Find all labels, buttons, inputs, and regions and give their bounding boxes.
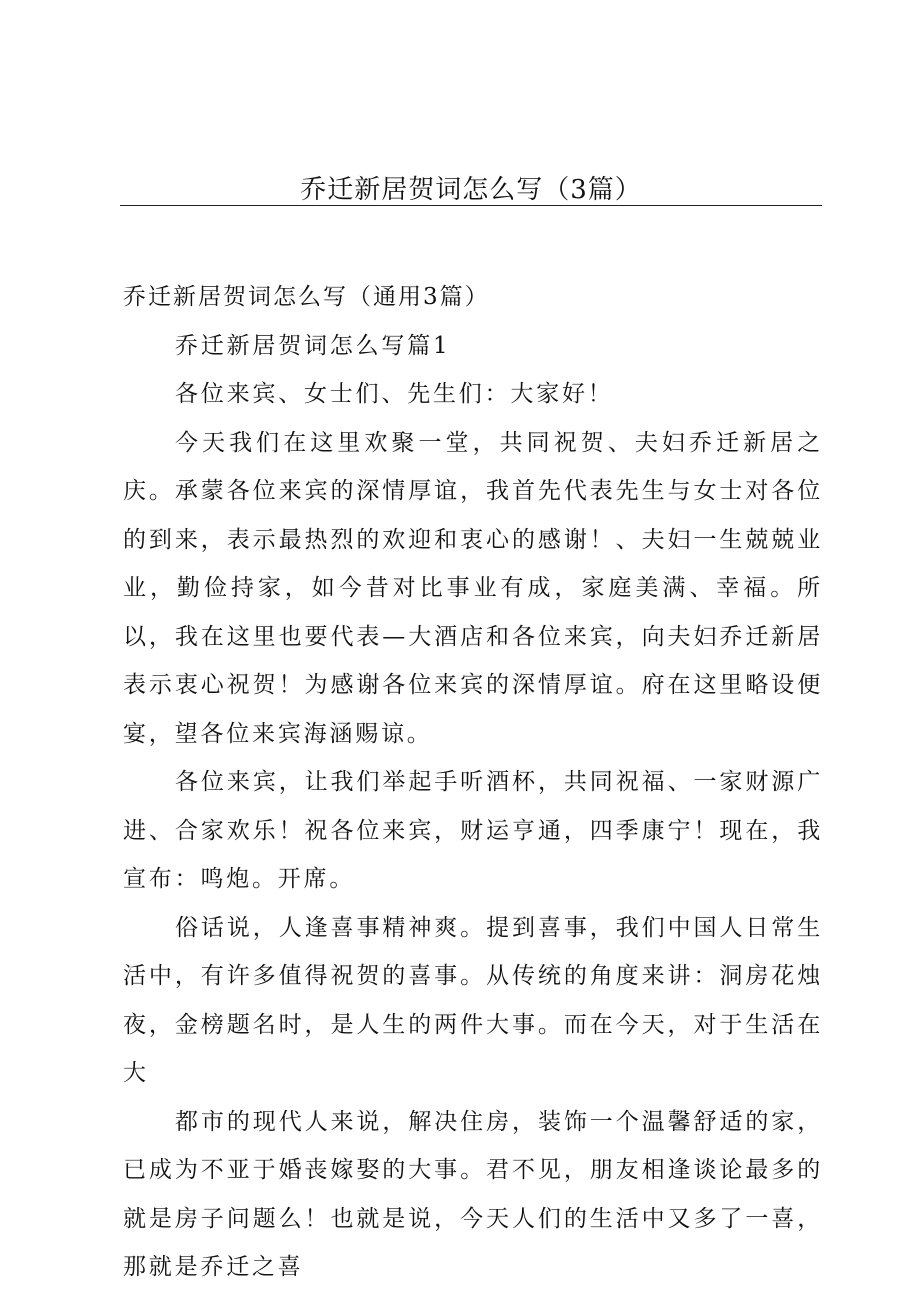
body-paragraph: 俗话说，人逢喜事精神爽。提到喜事，我们中国人日常生活中，有许多值得祝贺的喜事。从传统的角度来讲：洞房花烛夜，金榜题名时，是人生的两件大事。而在今天，对于生活在大 bbox=[123, 914, 823, 1086]
title-underline bbox=[120, 205, 822, 206]
document-title: 乔迁新居贺词怎么写（3篇） bbox=[300, 175, 642, 205]
section-heading: 乔迁新居贺词怎么写篇1 bbox=[175, 332, 451, 359]
document-body bbox=[123, 273, 823, 1292]
body-paragraph: 各位来宾，让我们举起手听酒杯，共同祝福、一家财源广进、合家欢乐！祝各位来宾，财运亨通，四季康宁！现在，我宣布：鸣炮。开席。 bbox=[123, 769, 823, 892]
greeting-paragraph: 各位来宾、女士们、先生们：大家好！ bbox=[175, 381, 614, 407]
body-paragraph: 都市的现代人来说，解决住房，装饰一个温馨舒适的家，已成为不亚于婚丧嫁娶的大事。君不见，朋友相逢谈论最多的就是房子问题么！也就是说，今天人们的生活中又多了一喜，那就是乔迁之喜 bbox=[123, 1108, 823, 1280]
body-paragraph: 今天我们在这里欢聚一堂，共同祝贺、夫妇乔迁新居之庆。承蒙各位来宾的深情厚谊，我首先代表先生与女士对各位的到来，表示最热烈的欢迎和衷心的感谢！、夫妇一生兢兢业业，勤俭持家，如今昔对比事业有成，家庭美满、幸福。所以，我在这里也要代表—大酒店和各位来宾，向夫妇乔迁新居表示衷心祝贺！为感谢各位来宾的深情厚谊。府在这里略设便宴，望各位来宾海涵赐谅。 bbox=[123, 429, 823, 747]
document-subtitle: 乔迁新居贺词怎么写（通用3篇） bbox=[123, 284, 490, 310]
